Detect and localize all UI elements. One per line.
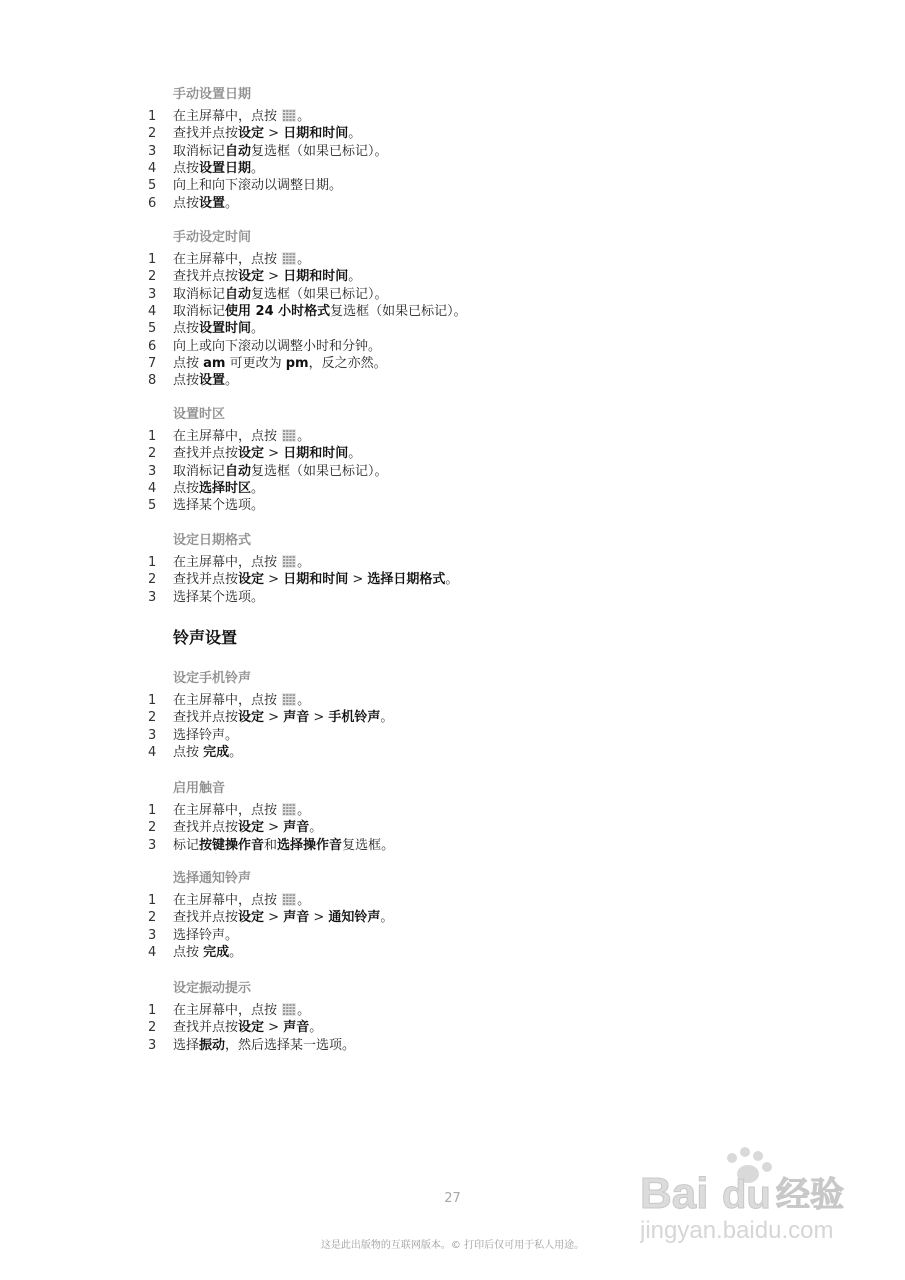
- ui-term: 振动: [199, 1037, 226, 1053]
- ui-term: 自动: [225, 463, 252, 479]
- ui-term: 设定: [238, 910, 265, 926]
- step-number: 2: [148, 910, 157, 926]
- ui-term: 设置: [199, 373, 226, 389]
- step-text: [173, 195, 238, 212]
- step-text-fragment: 在主屏幕中，点按: [173, 693, 282, 708]
- svg-text:du: du: [722, 1173, 771, 1217]
- step-text: [173, 320, 264, 337]
- step-text-fragment: 向上或向下滚动以调整小时和分钟。: [173, 338, 382, 354]
- step-text-fragment: 取消标记: [173, 463, 226, 479]
- step-text-fragment: 查找并点按: [173, 910, 239, 926]
- step-text-fragment: 。: [251, 480, 265, 496]
- step-number: 3: [148, 143, 157, 159]
- step-text: [173, 892, 310, 909]
- step-text: [173, 692, 310, 709]
- step-text-fragment: 和: [264, 837, 278, 853]
- step-number: 2: [148, 269, 157, 285]
- step-text: [173, 819, 322, 836]
- step-text-fragment: 。: [297, 1003, 311, 1018]
- ui-term: 使用 24 小时格式: [225, 303, 331, 319]
- step-text-fragment: 向上和向下滚动以调整日期。: [173, 178, 343, 194]
- step-text: [173, 802, 310, 819]
- step-text-fragment: 点按: [173, 744, 204, 760]
- step-text-fragment: 。: [225, 195, 239, 211]
- step-text-fragment: 。: [297, 109, 311, 124]
- step-text-fragment: 点按: [173, 160, 200, 176]
- step-text-fragment: 点按: [173, 480, 200, 496]
- step-number: 2: [148, 1020, 157, 1036]
- step-text: [173, 1037, 355, 1054]
- step-text: [173, 143, 388, 160]
- apps-grid-icon: [282, 555, 296, 568]
- step-text-fragment: 。: [348, 269, 362, 285]
- step-text: [173, 1002, 310, 1019]
- step-text: [173, 480, 264, 497]
- step-number: 3: [148, 837, 157, 853]
- step-text: [173, 251, 310, 268]
- step-number: 5: [148, 178, 157, 194]
- step-text: [173, 727, 238, 744]
- step-number: 3: [148, 589, 157, 605]
- baidu-jingyan-watermark: [640, 1140, 870, 1250]
- step-number: 2: [148, 820, 157, 836]
- step-text-fragment: 取消标记: [173, 143, 226, 159]
- ui-term: 设定: [238, 126, 265, 142]
- step-text-fragment: 点按: [173, 321, 200, 337]
- step-number: 3: [148, 463, 157, 479]
- step-text-fragment: 复选框（如果已标记）。: [330, 303, 467, 319]
- step-text-fragment: 在主屏幕中，点按: [173, 109, 282, 124]
- step-number: 3: [148, 1037, 157, 1053]
- step-text-fragment: 取消标记: [173, 286, 226, 302]
- step-text-fragment: 。: [251, 160, 265, 176]
- step-number: 5: [148, 498, 157, 514]
- step-number: 4: [148, 480, 157, 496]
- step-text-fragment: >: [264, 572, 284, 588]
- ui-term: 日期和时间: [283, 269, 349, 285]
- step-text-fragment: >: [264, 820, 284, 836]
- step-text: [173, 372, 238, 389]
- step-text-fragment: 取消标记: [173, 303, 226, 319]
- step-text-fragment: 。: [309, 1020, 323, 1036]
- step-text: [173, 268, 361, 285]
- step-number: 1: [148, 109, 157, 124]
- step-text: [173, 837, 394, 854]
- ui-term: 设定: [238, 572, 265, 588]
- step-text: [173, 909, 393, 926]
- step-text-fragment: 在主屏幕中，点按: [173, 252, 282, 267]
- ui-term: 选择操作音: [277, 837, 343, 853]
- step-number: 2: [148, 446, 157, 462]
- subsection-heading: 设置时区: [173, 407, 226, 422]
- ui-term: 按键操作音: [199, 837, 265, 853]
- step-text-fragment: 。: [297, 555, 311, 570]
- step-text: [173, 160, 264, 177]
- step-number: 4: [148, 744, 157, 760]
- step-text-fragment: 。: [348, 446, 362, 462]
- svg-text:Bai: Bai: [640, 1169, 709, 1218]
- apps-grid-icon: [282, 109, 296, 122]
- step-text-fragment: >: [264, 126, 284, 142]
- step-text: [173, 927, 238, 944]
- subsection-heading: 手动设置日期: [173, 87, 252, 102]
- step-text: [173, 303, 467, 320]
- step-text-fragment: ，然后选择某一选项。: [225, 1037, 356, 1053]
- step-text-fragment: 。: [297, 893, 311, 908]
- step-text-fragment: 在主屏幕中，点按: [173, 893, 282, 908]
- ui-term: 声音: [283, 1020, 310, 1036]
- step-number: 3: [148, 927, 157, 943]
- step-number: 1: [148, 429, 157, 444]
- step-text: [173, 709, 393, 726]
- ui-term: 声音: [283, 820, 310, 836]
- step-text-fragment: 查找并点按: [173, 1020, 239, 1036]
- apps-grid-icon: [282, 893, 296, 906]
- step-text-fragment: 。: [445, 572, 459, 588]
- step-number: 1: [148, 803, 157, 818]
- ui-term: 设定: [238, 446, 265, 462]
- apps-grid-icon: [282, 429, 296, 442]
- ui-term: 选择日期格式: [367, 572, 446, 588]
- step-text-fragment: 。: [380, 710, 394, 726]
- ui-term: 自动: [225, 143, 252, 159]
- step-text-fragment: 查找并点按: [173, 269, 239, 285]
- step-text-fragment: 。: [225, 373, 239, 389]
- ui-term: 选择时区: [199, 480, 252, 496]
- apps-grid-icon: [282, 693, 296, 706]
- svg-text:经验: 经验: [776, 1175, 844, 1215]
- step-text-fragment: 点按: [173, 355, 204, 371]
- step-text: [173, 177, 342, 194]
- watermark-url: jingyan.baidu.com: [640, 1217, 834, 1244]
- step-number: 1: [148, 1003, 157, 1018]
- step-text-fragment: >: [264, 710, 284, 726]
- step-number: 6: [148, 195, 157, 211]
- step-number: 3: [148, 286, 157, 302]
- step-text-fragment: 。: [297, 693, 311, 708]
- subsection-heading: 手动设定时间: [173, 230, 252, 245]
- step-text: [173, 355, 387, 372]
- step-text: [173, 571, 458, 588]
- step-text-fragment: 选择: [173, 1037, 200, 1053]
- step-number: 2: [148, 710, 157, 726]
- step-text-fragment: 点按: [173, 944, 204, 960]
- ui-term: 完成: [203, 944, 230, 960]
- step-text-fragment: >: [264, 269, 284, 285]
- step-text: [173, 125, 361, 142]
- step-number: 4: [148, 944, 157, 960]
- step-text: [173, 497, 264, 514]
- step-text-fragment: 在主屏幕中，点按: [173, 555, 282, 570]
- step-text-fragment: 可更改为: [225, 355, 286, 371]
- step-text-fragment: 在主屏幕中，点按: [173, 429, 282, 444]
- ui-term: 声音: [283, 910, 310, 926]
- subsection-heading: 设定手机铃声: [173, 671, 252, 686]
- step-number: 1: [148, 693, 157, 708]
- step-text-fragment: 查找并点按: [173, 820, 239, 836]
- step-text-fragment: 复选框（如果已标记）。: [251, 286, 388, 302]
- apps-grid-icon: [282, 252, 296, 265]
- subsection-heading: 启用触音: [173, 781, 226, 796]
- step-number: 1: [148, 252, 157, 267]
- step-number: 2: [148, 126, 157, 142]
- step-text-fragment: 标记: [173, 837, 200, 853]
- step-text: [173, 744, 242, 761]
- section-heading: 铃声设置: [173, 628, 238, 647]
- ui-term: 设定: [238, 820, 265, 836]
- ui-term: 设定: [238, 1020, 265, 1036]
- step-text: [173, 286, 388, 303]
- step-text-fragment: 查找并点按: [173, 710, 239, 726]
- step-text: [173, 1019, 322, 1036]
- step-number: 4: [148, 303, 157, 319]
- step-text-fragment: >: [264, 1020, 284, 1036]
- ui-term: 日期和时间: [283, 126, 349, 142]
- ui-term: 日期和时间: [283, 446, 349, 462]
- ui-term: 自动: [225, 286, 252, 302]
- step-text-fragment: 。: [229, 744, 243, 760]
- page-number: 27: [444, 1191, 461, 1206]
- ui-term: 设定: [238, 269, 265, 285]
- step-text-fragment: 点按: [173, 373, 200, 389]
- step-text-fragment: 选择某个选项。: [173, 498, 265, 514]
- step-text: [173, 428, 310, 445]
- step-text: [173, 108, 310, 125]
- step-number: 6: [148, 338, 157, 354]
- step-text: [173, 589, 264, 606]
- step-text: [173, 463, 388, 480]
- step-text-fragment: ，反之亦然。: [308, 355, 387, 371]
- step-text-fragment: 查找并点按: [173, 572, 239, 588]
- step-text-fragment: >: [264, 910, 284, 926]
- step-text-fragment: 在主屏幕中，点按: [173, 803, 282, 818]
- ui-term: am: [203, 355, 226, 371]
- step-text-fragment: 查找并点按: [173, 126, 239, 142]
- ui-term: 设置时间: [199, 321, 252, 337]
- step-number: 1: [148, 893, 157, 908]
- step-text-fragment: >: [309, 910, 329, 926]
- step-text-fragment: >: [264, 446, 284, 462]
- step-text-fragment: 查找并点按: [173, 446, 239, 462]
- ui-term: 设定: [238, 710, 265, 726]
- apps-grid-icon: [282, 803, 296, 816]
- step-text-fragment: 。: [229, 944, 243, 960]
- step-text-fragment: >: [309, 710, 329, 726]
- step-text-fragment: 在主屏幕中，点按: [173, 1003, 282, 1018]
- step-text-fragment: 。: [309, 820, 323, 836]
- ui-term: 日期和时间: [283, 572, 349, 588]
- apps-grid-icon: [282, 1003, 296, 1016]
- step-text-fragment: >: [348, 572, 368, 588]
- step-text-fragment: 选择某个选项。: [173, 589, 265, 605]
- step-text-fragment: 选择铃声。: [173, 927, 239, 943]
- step-text-fragment: 。: [297, 429, 311, 444]
- ui-term: 设置日期: [199, 160, 252, 176]
- step-text-fragment: 。: [297, 803, 311, 818]
- step-text-fragment: 复选框（如果已标记）。: [251, 143, 388, 159]
- step-text-fragment: 选择铃声。: [173, 727, 239, 743]
- step-text: [173, 944, 242, 961]
- step-text: [173, 445, 361, 462]
- footer-note: 这是此出版物的互联网版本。© 打印后仅可用于私人用途。: [320, 1240, 585, 1251]
- step-text-fragment: 。: [251, 321, 265, 337]
- step-text-fragment: 。: [348, 126, 362, 142]
- step-text-fragment: 复选框。: [342, 837, 395, 853]
- ui-term: 完成: [203, 744, 230, 760]
- ui-term: 声音: [283, 710, 310, 726]
- step-text: [173, 338, 381, 355]
- subsection-heading: 设定日期格式: [173, 533, 252, 548]
- step-number: 7: [148, 355, 157, 371]
- ui-term: 设置: [199, 195, 226, 211]
- step-text-fragment: 复选框（如果已标记）。: [251, 463, 388, 479]
- step-number: 8: [148, 373, 157, 389]
- subsection-heading: 选择通知铃声: [173, 871, 252, 886]
- step-number: 3: [148, 727, 157, 743]
- step-text-fragment: 。: [380, 910, 394, 926]
- step-text-fragment: 。: [297, 252, 311, 267]
- step-text: [173, 554, 310, 571]
- ui-term: 手机铃声: [328, 710, 381, 726]
- ui-term: pm: [285, 355, 309, 371]
- subsection-heading: 设定振动提示: [173, 981, 252, 996]
- ui-term: 通知铃声: [328, 910, 381, 926]
- step-number: 1: [148, 555, 157, 570]
- step-number: 2: [148, 572, 157, 588]
- step-number: 5: [148, 321, 157, 337]
- step-text-fragment: 点按: [173, 195, 200, 211]
- step-number: 4: [148, 160, 157, 176]
